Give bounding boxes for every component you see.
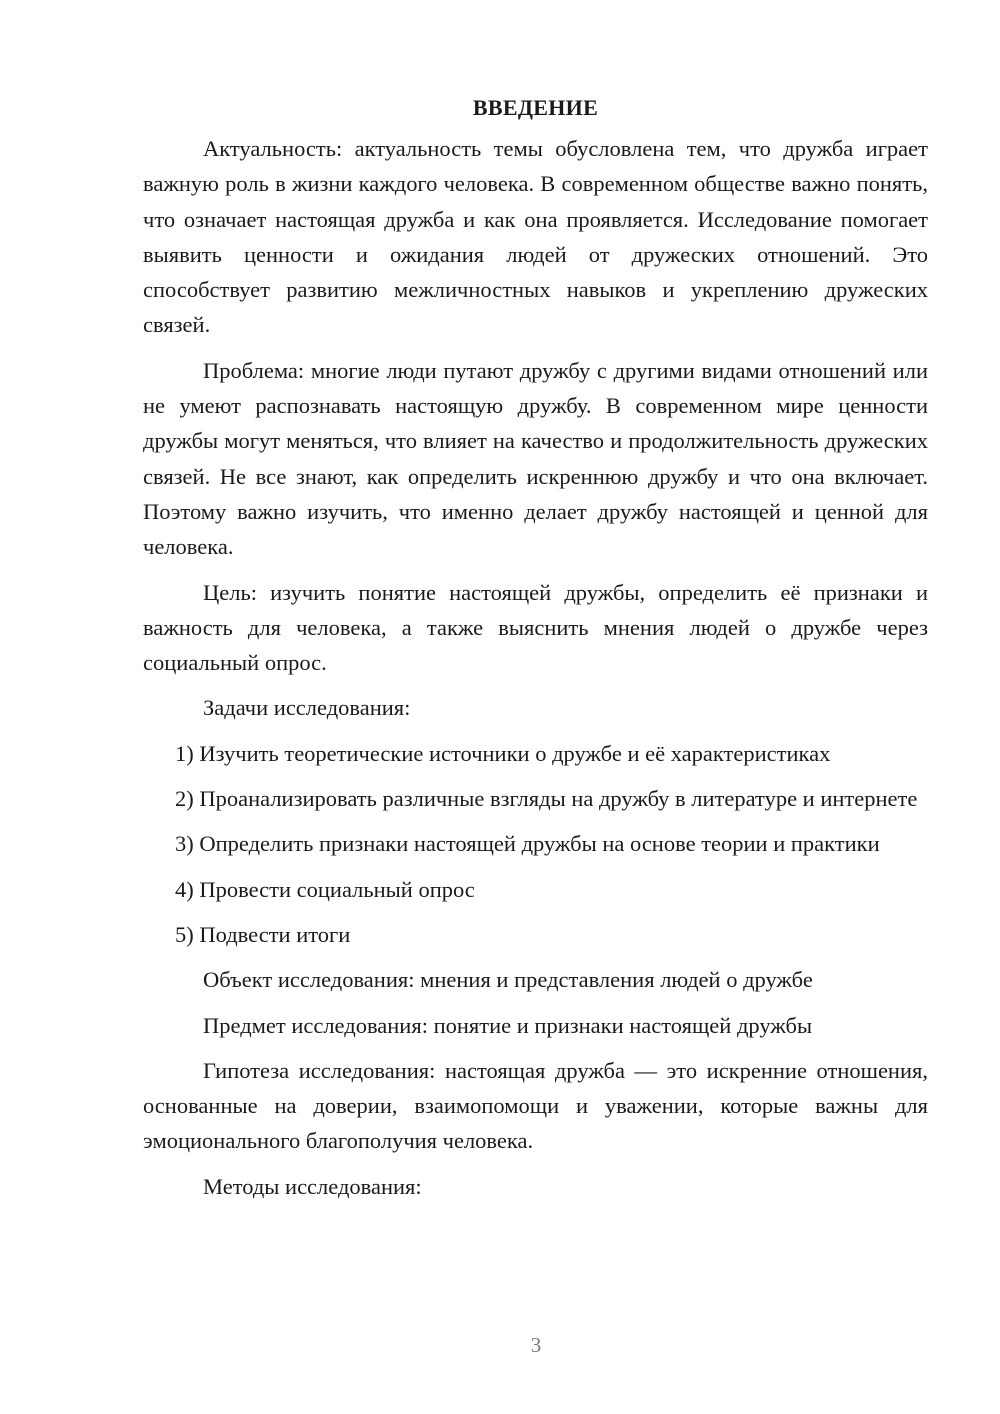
page-number: 3 [530, 1333, 542, 1357]
task-item-1: 1) Изучить теоретические источники о дружбе и её характеристиках [175, 740, 831, 766]
research-object: Объект исследования: мнения и представления людей о дружбе [203, 967, 813, 993]
task-item-5: 5) Подвести итоги [175, 921, 351, 947]
paragraph-problem: Проблема: многие люди путают дружбу с другими видами отношений или не умеют распознавать настоящую дружбу. В современном мире ценности дружбы могут меняться, что влияет на качество и продолжительность дружеских связей. Не все знают, как определить искреннюю дружбу и что она включает. Поэтому важно изучить, что именно делает дружбу настоящей и ценной для человека. [143, 357, 928, 560]
research-subject: Предмет исследования: понятие и признаки настоящей дружбы [203, 1012, 813, 1038]
task-item-3: 3) Определить признаки настоящей дружбы на основе теории и практики [175, 831, 880, 857]
page-content [143, 90, 928, 1214]
page-title: ВВЕДЕНИЕ [472, 95, 599, 120]
methods-heading: Методы исследования: [203, 1173, 422, 1199]
task-item-4: 4) Провести социальный опрос [175, 876, 475, 902]
paragraph-goal: Цель: изучить понятие настоящей дружбы, определить её признаки и важность для человека, а также выяснить мнения людей о дружбе через социальный опрос. [143, 579, 928, 676]
paragraph-relevance: Актуальность: актуальность темы обусловлена тем, что дружба играет важную роль в жизни каждого человека. В современном обществе важно понять, что означает настоящая дружба и как она проявляется. Исследование помогает выявить ценности и ожидания людей от дружеских отношений. Это способствует развитию межличностных навыков и укреплению дружеских связей. [143, 136, 928, 338]
task-item-2: 2) Проанализировать различные взгляды на дружбу в литературе и интернете [175, 786, 918, 812]
tasks-heading: Задачи исследования: [203, 695, 411, 721]
research-hypothesis: Гипотеза исследования: настоящая дружба — это искренние отношения, основанные на доверии, взаимопомощи и уважении, которые важны для эмоционального благополучия человека. [143, 1057, 928, 1154]
